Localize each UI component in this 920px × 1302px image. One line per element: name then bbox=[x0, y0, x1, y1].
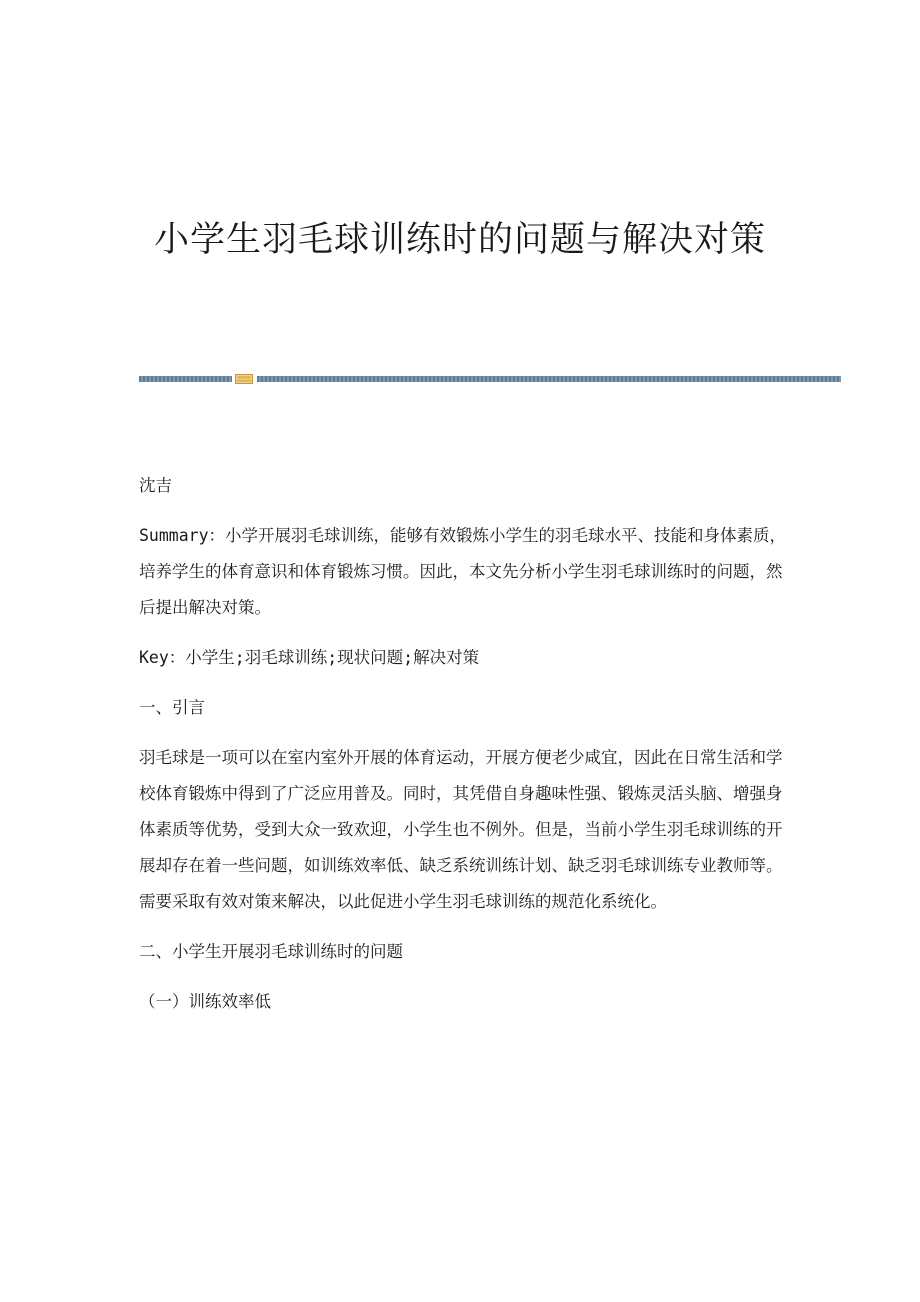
section-heading-introduction: 一、引言 bbox=[139, 698, 205, 717]
subsection-heading-low-efficiency: （一）训练效率低 bbox=[139, 992, 271, 1011]
summary-paragraph: Summary：小学开展羽毛球训练，能够有效锻炼小学生的羽毛球水平、技能和身体素质，培养学生的体育意识和体育锻炼习惯。因此，本文先分析小学生羽毛球训练时的问题，然后提出解决对策。 bbox=[139, 526, 787, 617]
divider-bar-left bbox=[139, 376, 232, 382]
document-title: 小学生羽毛球训练时的问题与解决对策 bbox=[153, 220, 766, 260]
divider-ornament-icon bbox=[235, 374, 253, 384]
introduction-paragraph: 羽毛球是一项可以在室内室外开展的体育运动，开展方便老少咸宜，因此在日常生活和学校体育锻炼中得到了广泛应用普及。同时，其凭借自身趣味性强、锻炼灵活头脑、增强身体素质等优势，受到大众一致欢迎，小学生也不例外。但是，当前小学生羽毛球训练的开展却存在着一些问题，如训练效率低、缺乏系统训练计划、缺乏羽毛球训练专业教师等。需要采取有效对策来解决，以此促进小学生羽毛球训练的规范化系统化。 bbox=[139, 748, 783, 911]
section-heading-problems: 二、小学生开展羽毛球训练时的问题 bbox=[139, 942, 403, 961]
document-body bbox=[139, 468, 789, 1020]
divider-bar-right bbox=[257, 376, 841, 382]
title-divider bbox=[139, 374, 841, 384]
keywords-line: Key：小学生;羽毛球训练;现状问题;解决对策 bbox=[139, 648, 480, 667]
author-name: 沈吉 bbox=[139, 476, 172, 495]
